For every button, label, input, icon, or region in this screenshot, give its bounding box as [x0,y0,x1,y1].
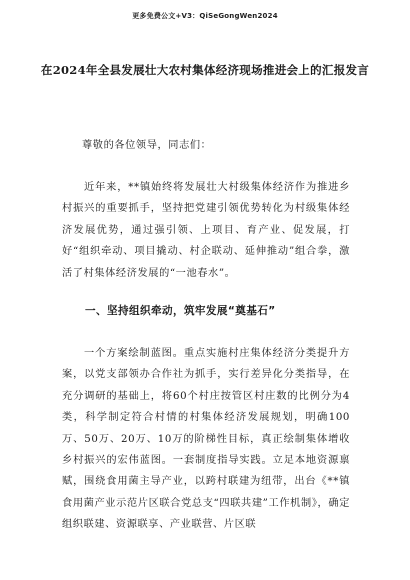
salutation: 尊敬的各位领导，同志们： [82,140,212,151]
header-note: 更多免费公文+V3：QiSeGongWen2024 [132,12,278,20]
section-heading-1: 一、坚持组织牵动，筑牢发展“奠基石” [85,305,276,317]
document-title: 在2024年全县发展壮大农村集体经济现场推进会上的汇报发言 [40,63,370,77]
paragraph-2: 一个方案绘制蓝图。重点实施村庄集体经济分类提升方案，以党支部领办合作社为抓手，实行差异化分类指导，在充分调研的基础上，将60个村庄按管区村庄数的比例分为4类，科学制定符合村情的村集体经济发展规划，明确100万、50万、20万、10万的阶梯性目标，真正绘制集体增收乡村振兴的宏伟蓝图。一套制度指导实践。立足本地资源禀赋，围绕食用菌主导产业，以跨村联建为纽带，出台《**镇食用菌产业示范片区联合党总支“四联共建”工作机制》，确定组织联建、资源联享、产业联营、片区联 [62,348,350,531]
paragraph-1: 近年来，**镇始终将发展壮大村级集体经济作为推进乡村振兴的重要抓手，坚持把党建引领优势转化为村级集体经济发展优势，通过强引领、上项目、育产业、促发展，打好“组织牵动、项目撬动、村企联动、延伸推动”组合拳，激活了村集体经济发展的“一池春水”。 [62,182,350,279]
